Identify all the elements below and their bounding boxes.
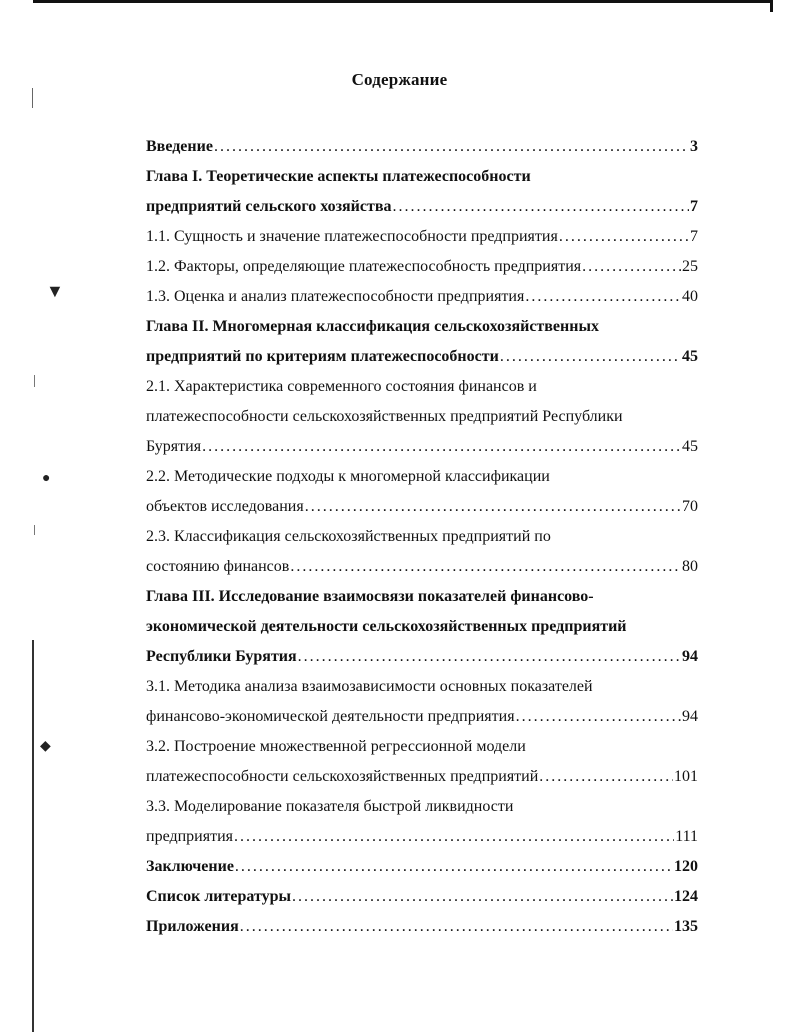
toc-entry-text: 2.3. Классификация сельскохозяйственных предприятий по (146, 528, 551, 545)
toc-leader-dots (539, 762, 673, 792)
toc-entry-text: платежеспособности сельскохозяйственных предприятий Республики (146, 408, 623, 425)
toc-leader-dots (292, 882, 673, 912)
toc-entry (146, 252, 698, 282)
toc-entry (146, 882, 698, 912)
toc-entry (146, 192, 698, 222)
toc-page-number: 25 (682, 258, 698, 275)
toc-entry (146, 672, 698, 702)
toc-entry-text: Республики Бурятия (146, 648, 297, 665)
toc-leader-dots (500, 342, 681, 372)
toc-entry (146, 912, 698, 942)
toc-leader-dots (234, 822, 674, 852)
toc-entry-text: Введение (146, 138, 213, 155)
scan-speck: ◆ (40, 739, 51, 754)
toc-entry (146, 762, 698, 792)
toc-entry (146, 822, 698, 852)
toc-entry-text: предприятий по критериям платежеспособности (146, 348, 499, 365)
toc-page-number: 70 (682, 498, 698, 515)
toc-entry (146, 462, 698, 492)
scan-tick (34, 375, 35, 387)
toc-leader-dots (559, 222, 689, 252)
toc-leader-dots (525, 282, 681, 312)
toc-page-number: 40 (682, 288, 698, 305)
scan-speck: ▼ (46, 281, 64, 301)
toc-entry-text: экономической деятельности сельскохозяйственных предприятий (146, 618, 627, 635)
toc-page-number: 45 (682, 438, 698, 455)
toc-entry-text: Заключение (146, 858, 234, 875)
toc-entry (146, 582, 698, 612)
toc-entry (146, 612, 698, 642)
toc-entry-text: 2.2. Методические подходы к многомерной классификации (146, 468, 550, 485)
toc-entry (146, 402, 698, 432)
toc-leader-dots (202, 432, 681, 462)
toc-entry (146, 642, 698, 672)
toc-entry-text: Глава II. Многомерная классификация сельскохозяйственных (146, 318, 599, 335)
toc-entry-text: 1.3. Оценка и анализ платежеспособности предприятия (146, 288, 525, 305)
toc-entry (146, 162, 698, 192)
toc-entry-text: состоянию финансов (146, 558, 290, 575)
toc-entry (146, 552, 698, 582)
toc-entry (146, 372, 698, 402)
toc-entry-text: 3.2. Построение множественной регрессионной модели (146, 738, 526, 755)
toc-entry-text: 2.1. Характеристика современного состояния финансов и (146, 378, 537, 395)
toc-entry-text: объектов исследования (146, 498, 304, 515)
toc-page-number: 94 (682, 648, 698, 665)
toc-page-number: 135 (674, 918, 698, 935)
toc-entry-text: 1.1. Сущность и значение платежеспособности предприятия (146, 228, 558, 245)
toc-leader-dots (516, 702, 681, 732)
toc-entry (146, 222, 698, 252)
toc-entry-text: Глава I. Теоретические аспекты платежеспособности (146, 168, 531, 185)
toc-leader-dots (582, 252, 681, 282)
toc-entry (146, 522, 698, 552)
toc-entry (146, 342, 698, 372)
toc-leader-dots (393, 192, 690, 222)
toc-entry (146, 432, 698, 462)
toc-entry (146, 312, 698, 342)
toc-entry-text: предприятий сельского хозяйства (146, 198, 392, 215)
scan-speck: ● (42, 471, 51, 486)
toc-entry-text: 3.3. Моделирование показателя быстрой ликвидности (146, 798, 514, 815)
toc-leader-dots (235, 852, 673, 882)
toc-page-number: 111 (675, 828, 698, 845)
toc-leader-dots (305, 492, 681, 522)
toc-page-number: 120 (674, 858, 698, 875)
toc-page-number: 7 (690, 228, 698, 245)
toc-page-number: 124 (674, 888, 698, 905)
page-title: Содержание (351, 70, 448, 89)
toc-entry (146, 132, 698, 162)
toc-entry-text: платежеспособности сельскохозяйственных предприятий (146, 768, 539, 785)
table-of-contents (146, 132, 698, 942)
toc-leader-dots (298, 642, 681, 672)
toc-entry-text: 3.1. Методика анализа взаимозависимости основных показателей (146, 678, 593, 695)
toc-page-number: 3 (690, 138, 698, 155)
scan-border-left (32, 640, 34, 1032)
toc-page-number: 80 (682, 558, 698, 575)
toc-entry (146, 492, 698, 522)
toc-leader-dots (290, 552, 681, 582)
scan-margin-mark (32, 88, 33, 108)
toc-entry (146, 702, 698, 732)
toc-page-number: 7 (690, 198, 698, 215)
toc-entry (146, 792, 698, 822)
toc-entry-text: Глава III. Исследование взаимосвязи показателей финансово- (146, 588, 594, 605)
toc-entry-text: Бурятия (146, 438, 202, 455)
scan-tick (34, 525, 35, 535)
toc-entry-text: финансово-экономической деятельности предприятия (146, 708, 515, 725)
toc-entry (146, 852, 698, 882)
toc-entry-text: Приложения (146, 918, 239, 935)
toc-entry-text: предприятия (146, 828, 233, 845)
toc-entry-text: 1.2. Факторы, определяющие платежеспособность предприятия (146, 258, 582, 275)
toc-page-number: 94 (682, 708, 698, 725)
toc-leader-dots (240, 912, 673, 942)
toc-page-number: 101 (674, 768, 698, 785)
toc-page-number: 45 (682, 348, 698, 365)
toc-entry (146, 282, 698, 312)
toc-entry-text: Список литературы (146, 888, 291, 905)
toc-entry (146, 732, 698, 762)
toc-leader-dots (214, 132, 689, 162)
scan-border-top (33, 0, 773, 12)
